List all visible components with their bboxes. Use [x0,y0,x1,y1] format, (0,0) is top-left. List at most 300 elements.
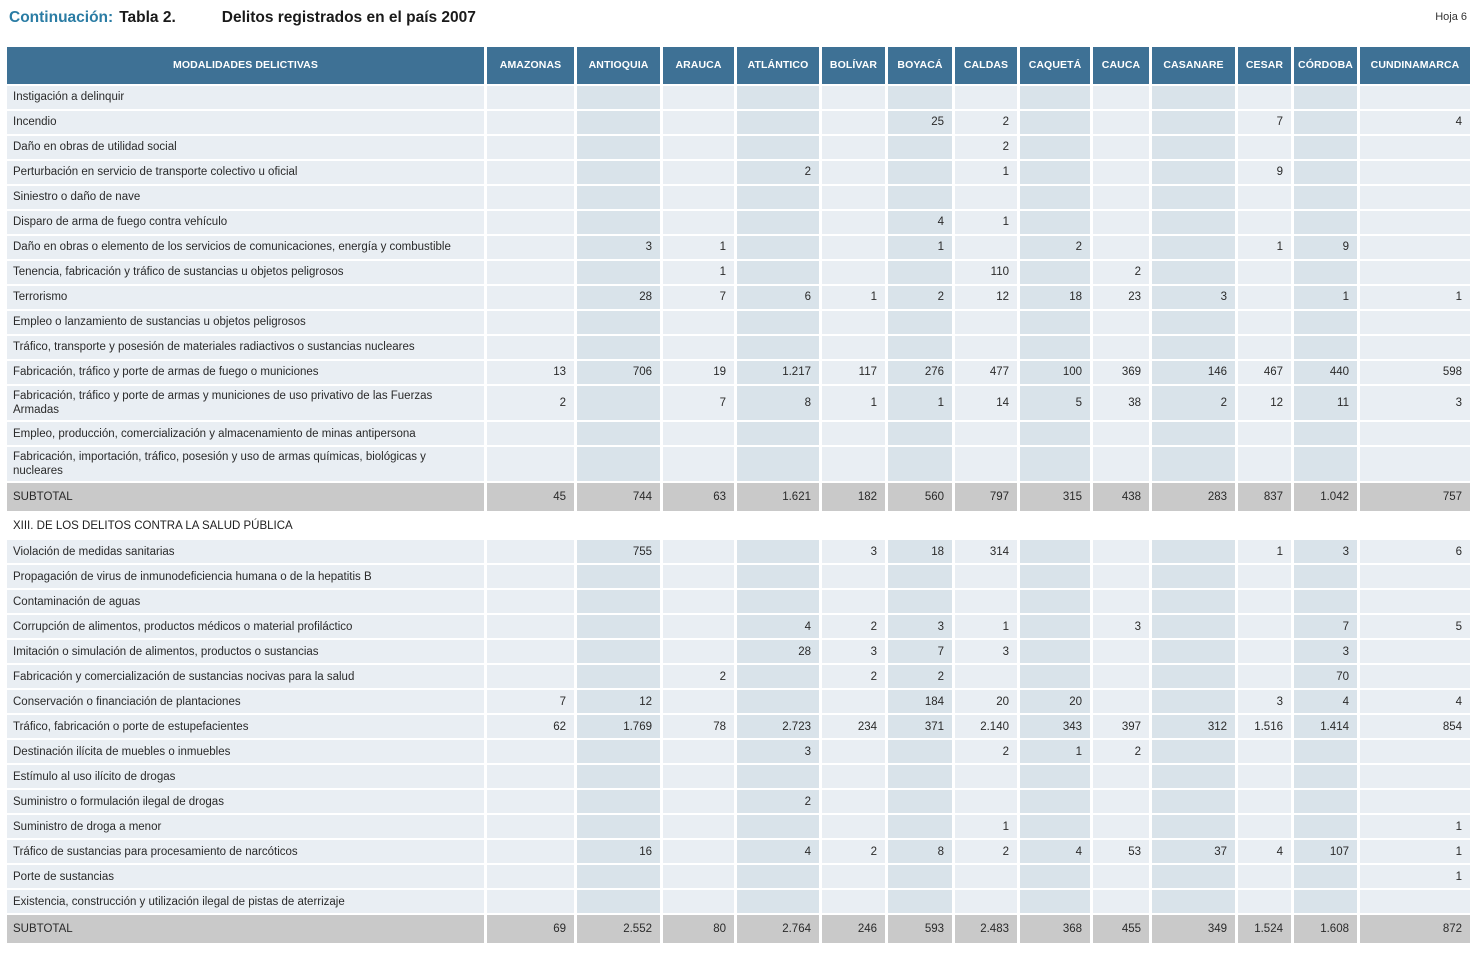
value-cell: 477 [955,361,1020,386]
value-cell: 3 [1152,286,1238,311]
value-cell [1152,590,1238,615]
value-cell [737,865,822,890]
value-cell [577,590,663,615]
value-cell [1020,186,1093,211]
value-cell: 2 [1093,740,1152,765]
value-cell [1152,186,1238,211]
value-cell [822,865,888,890]
value-cell [1294,422,1360,447]
value-cell [888,740,955,765]
row-label: Suministro de droga a menor [7,815,487,840]
row-label: Porte de sustancias [7,865,487,890]
value-cell [1238,136,1294,161]
continuation-label: Continuación: [9,9,114,26]
value-cell [663,740,737,765]
table-row [7,111,1470,136]
value-cell [1093,590,1152,615]
value-cell [1152,615,1238,640]
table-number-label: Tabla 2. [119,9,176,26]
value-cell [1020,261,1093,286]
value-cell [487,111,577,136]
value-cell [822,422,888,447]
value-cell [1152,422,1238,447]
value-cell: 110 [955,261,1020,286]
value-cell [1020,640,1093,665]
value-cell [577,815,663,840]
value-cell [888,890,955,915]
value-cell: 1.042 [1294,483,1360,513]
table-row [7,261,1470,286]
value-cell: 9 [1238,161,1294,186]
value-cell: 2 [955,840,1020,865]
value-cell: 11 [1294,386,1360,422]
value-cell [663,865,737,890]
value-cell: 5 [1020,386,1093,422]
value-cell [663,422,737,447]
value-cell [577,422,663,447]
value-cell: 45 [487,483,577,513]
value-cell: 438 [1093,483,1152,513]
value-cell [888,86,955,111]
value-cell [487,765,577,790]
value-cell: 1.524 [1238,915,1294,945]
value-cell [663,86,737,111]
value-cell [1238,865,1294,890]
table-row [7,615,1470,640]
value-cell [487,540,577,565]
value-cell [1294,890,1360,915]
value-cell [1238,790,1294,815]
row-label: Estímulo al uso ilícito de drogas [7,765,487,790]
value-cell: 1 [1238,540,1294,565]
value-cell [1020,336,1093,361]
value-cell [737,136,822,161]
value-cell: 3 [1238,690,1294,715]
value-cell: 1.621 [737,483,822,513]
value-cell: 440 [1294,361,1360,386]
table-row [7,665,1470,690]
row-label: Fabricación, importación, tráfico, posesión y uso de armas químicas, biológicas y nucleares [7,447,487,483]
value-cell [1238,211,1294,236]
value-cell: 2.723 [737,715,822,740]
value-cell: 1.769 [577,715,663,740]
value-cell [663,890,737,915]
value-cell [1020,890,1093,915]
value-cell [1360,447,1470,483]
value-cell: 744 [577,483,663,513]
value-cell [1152,447,1238,483]
value-cell [1152,565,1238,590]
row-label: Disparo de arma de fuego contra vehículo [7,211,487,236]
value-cell: 16 [577,840,663,865]
value-cell: 1 [663,236,737,261]
value-cell [955,186,1020,211]
value-cell [1360,211,1470,236]
value-cell: 6 [737,286,822,311]
value-cell: 13 [487,361,577,386]
row-label: Imitación o simulación de alimentos, productos o sustancias [7,640,487,665]
value-cell [577,111,663,136]
value-cell: 53 [1093,840,1152,865]
row-label: Terrorismo [7,286,487,311]
table-row [7,236,1470,261]
value-cell [1360,161,1470,186]
value-cell [822,86,888,111]
value-cell: 2 [822,840,888,865]
value-cell [1294,161,1360,186]
row-label: Tenencia, fabricación y tráfico de sustancias u objetos peligrosos [7,261,487,286]
value-cell: 455 [1093,915,1152,945]
value-cell [1360,565,1470,590]
value-cell [663,640,737,665]
value-cell [888,590,955,615]
value-cell [1294,765,1360,790]
row-label: Empleo o lanzamiento de sustancias u objetos peligrosos [7,311,487,336]
value-cell [1020,311,1093,336]
value-cell [1152,765,1238,790]
value-cell: 2 [737,161,822,186]
value-cell: 20 [955,690,1020,715]
value-cell [1238,186,1294,211]
value-cell [737,540,822,565]
value-cell [1238,740,1294,765]
value-cell: 598 [1360,361,1470,386]
value-cell [1360,765,1470,790]
value-cell [888,815,955,840]
value-cell [1020,136,1093,161]
table-row [7,840,1470,865]
value-cell [955,86,1020,111]
table-row [7,565,1470,590]
column-header: CASANARE [1152,47,1238,86]
value-cell [663,765,737,790]
value-cell [822,590,888,615]
value-cell [822,815,888,840]
value-cell [955,790,1020,815]
value-cell [1360,311,1470,336]
value-cell: 2 [1152,386,1238,422]
value-cell [1238,86,1294,111]
value-cell [1152,236,1238,261]
column-header: CAQUETÁ [1020,47,1093,86]
value-cell: 28 [737,640,822,665]
value-cell [1294,336,1360,361]
value-cell [1294,111,1360,136]
value-cell [577,565,663,590]
value-cell: 3 [577,236,663,261]
value-cell: 4 [737,615,822,640]
value-cell [1238,615,1294,640]
value-cell [1360,86,1470,111]
value-cell [1294,86,1360,111]
value-cell [737,236,822,261]
row-label: SUBTOTAL [7,483,487,513]
value-cell [822,211,888,236]
value-cell [1093,890,1152,915]
value-cell: 2 [1093,261,1152,286]
value-cell [487,740,577,765]
value-cell [663,111,737,136]
value-cell [487,161,577,186]
value-cell [888,422,955,447]
value-cell [1093,565,1152,590]
value-cell [663,447,737,483]
value-cell [1093,211,1152,236]
table-row [7,865,1470,890]
value-cell: 1 [1020,740,1093,765]
table-row [7,161,1470,186]
value-cell: 757 [1360,483,1470,513]
value-cell: 2 [822,615,888,640]
value-cell [1152,161,1238,186]
value-cell [577,790,663,815]
value-cell [822,186,888,211]
value-cell: 3 [955,640,1020,665]
value-cell: 1 [1360,840,1470,865]
value-cell [822,740,888,765]
value-cell: 3 [1093,615,1152,640]
value-cell [1093,790,1152,815]
value-cell: 755 [577,540,663,565]
row-label: Corrupción de alimentos, productos médicos o material profiláctico [7,615,487,640]
value-cell: 1 [1360,815,1470,840]
value-cell [577,161,663,186]
table-row [7,211,1470,236]
value-cell: 1 [822,286,888,311]
value-cell: 8 [888,840,955,865]
value-cell [1152,86,1238,111]
value-cell [1238,286,1294,311]
value-cell: 7 [1294,615,1360,640]
value-cell [822,311,888,336]
column-header: ARAUCA [663,47,737,86]
value-cell [1093,640,1152,665]
row-label: SUBTOTAL [7,915,487,945]
row-label: Empleo, producción, comercialización y almacenamiento de minas antipersona [7,422,487,447]
value-cell: 2 [955,740,1020,765]
value-cell [577,740,663,765]
value-cell [1360,336,1470,361]
table-row [7,815,1470,840]
value-cell [577,640,663,665]
value-cell: 4 [1020,840,1093,865]
value-cell [1360,236,1470,261]
value-cell [1238,640,1294,665]
value-cell [955,665,1020,690]
value-cell [487,447,577,483]
value-cell: 2.140 [955,715,1020,740]
value-cell [663,790,737,815]
value-cell: 7 [663,286,737,311]
value-cell: 78 [663,715,737,740]
table-row [7,361,1470,386]
value-cell: 38 [1093,386,1152,422]
row-label: Conservación o financiación de plantaciones [7,690,487,715]
value-cell [955,336,1020,361]
value-cell [1020,540,1093,565]
value-cell [487,236,577,261]
value-cell [487,665,577,690]
value-cell [1294,211,1360,236]
value-cell: 2.483 [955,915,1020,945]
column-header: CUNDINAMARCA [1360,47,1470,86]
value-cell: 1 [955,615,1020,640]
value-cell: 12 [1238,386,1294,422]
value-cell [487,286,577,311]
value-cell: 37 [1152,840,1238,865]
value-cell [888,261,955,286]
value-cell: 100 [1020,361,1093,386]
value-cell [577,261,663,286]
value-cell: 28 [577,286,663,311]
value-cell: 3 [737,740,822,765]
value-cell [577,865,663,890]
value-cell: 18 [888,540,955,565]
value-cell: 3 [888,615,955,640]
value-cell: 1 [955,161,1020,186]
value-cell: 107 [1294,840,1360,865]
value-cell [663,336,737,361]
value-cell [487,136,577,161]
value-cell [487,422,577,447]
value-cell [1093,447,1152,483]
value-cell [1020,211,1093,236]
value-cell [737,815,822,840]
value-cell: 9 [1294,236,1360,261]
value-cell: 2 [955,136,1020,161]
value-cell [1360,890,1470,915]
value-cell: 20 [1020,690,1093,715]
value-cell [663,161,737,186]
value-cell [663,311,737,336]
table-row [7,540,1470,565]
crimes-table [7,47,1470,945]
value-cell [487,211,577,236]
value-cell [1294,740,1360,765]
value-cell [1238,765,1294,790]
value-cell [1093,311,1152,336]
value-cell: 1 [888,386,955,422]
value-cell [1360,740,1470,765]
value-cell [1152,740,1238,765]
value-cell [577,615,663,640]
value-cell [1238,590,1294,615]
row-label: Destinación ilícita de muebles o inmuebles [7,740,487,765]
subtotal-row [7,915,1470,945]
value-cell [1152,111,1238,136]
value-cell [822,790,888,815]
sheet-number: Hoja 6 [1435,11,1467,23]
value-cell [487,261,577,286]
value-cell: 2.764 [737,915,822,945]
value-cell [822,236,888,261]
table-header [7,47,1470,86]
value-cell [1093,690,1152,715]
value-cell: 19 [663,361,737,386]
value-cell [1152,815,1238,840]
value-cell [1020,665,1093,690]
value-cell [822,890,888,915]
value-cell: 3 [1294,640,1360,665]
table-row [7,890,1470,915]
value-cell: 63 [663,483,737,513]
value-cell [487,790,577,815]
value-cell [577,386,663,422]
value-cell: 12 [577,690,663,715]
value-cell: 2 [737,790,822,815]
column-header: CAUCA [1093,47,1152,86]
value-cell [1238,261,1294,286]
value-cell [822,690,888,715]
table-row [7,311,1470,336]
value-cell [822,261,888,286]
value-cell: 23 [1093,286,1152,311]
row-label: Tráfico de sustancias para procesamiento de narcóticos [7,840,487,865]
value-cell [1020,565,1093,590]
value-cell: 2 [888,286,955,311]
value-cell [1020,422,1093,447]
value-cell: 2 [663,665,737,690]
value-cell [1238,447,1294,483]
value-cell [487,815,577,840]
value-cell [1020,765,1093,790]
value-cell: 560 [888,483,955,513]
value-cell [1238,565,1294,590]
value-cell: 70 [1294,665,1360,690]
crime-table-body [7,86,1470,945]
value-cell [1238,815,1294,840]
table-row [7,740,1470,765]
value-cell: 315 [1020,483,1093,513]
value-cell: 18 [1020,286,1093,311]
value-cell [1360,665,1470,690]
row-label: Fabricación, tráfico y porte de armas de fuego o municiones [7,361,487,386]
value-cell: 1 [822,386,888,422]
table-row [7,186,1470,211]
value-cell [663,815,737,840]
value-cell: 312 [1152,715,1238,740]
value-cell: 872 [1360,915,1470,945]
value-cell: 3 [1294,540,1360,565]
value-cell [1294,311,1360,336]
value-cell [888,765,955,790]
table-row [7,286,1470,311]
value-cell [822,161,888,186]
value-cell [1152,211,1238,236]
value-cell [1238,890,1294,915]
table-row [7,790,1470,815]
value-cell: 5 [1360,615,1470,640]
value-cell [1360,261,1470,286]
column-header: BOLÍVAR [822,47,888,86]
value-cell: 4 [1238,840,1294,865]
value-cell: 1 [888,236,955,261]
value-cell [737,111,822,136]
value-cell: 184 [888,690,955,715]
value-cell: 1.608 [1294,915,1360,945]
value-cell: 3 [1360,386,1470,422]
value-cell [1020,790,1093,815]
value-cell [1294,865,1360,890]
value-cell: 234 [822,715,888,740]
column-header-modalidades: MODALIDADES DELICTIVAS [7,47,487,86]
value-cell [737,186,822,211]
value-cell [888,336,955,361]
row-label: Contaminación de aguas [7,590,487,615]
value-cell: 2.552 [577,915,663,945]
value-cell [737,665,822,690]
value-cell: 182 [822,483,888,513]
